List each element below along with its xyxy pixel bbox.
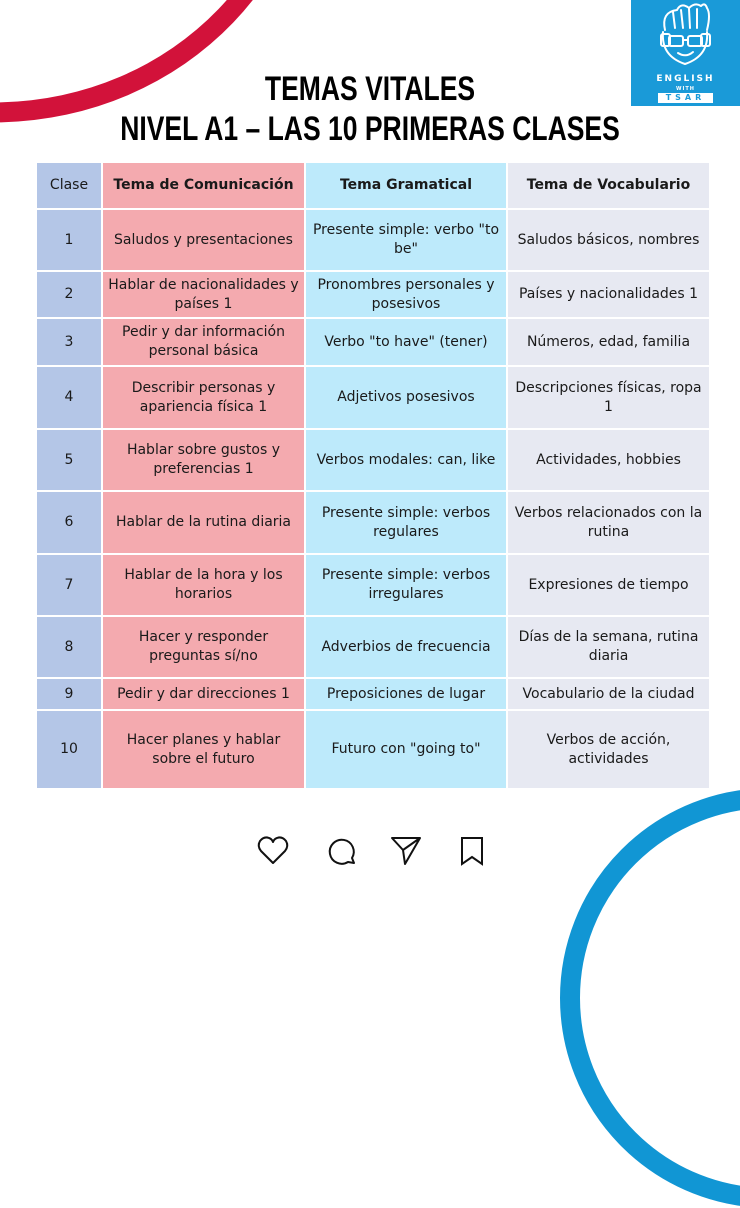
cell-vocabulario: Actividades, hobbies	[508, 430, 709, 490]
heart-icon	[255, 833, 291, 869]
header-vocabulario: Tema de Vocabulario	[508, 163, 709, 208]
cell-clase: 4	[37, 367, 101, 428]
cell-clase: 5	[37, 430, 101, 490]
cartoon-boy-glasses-icon	[631, 0, 740, 74]
post-action-bar	[0, 833, 740, 869]
header-comunicacion: Tema de Comunicación	[103, 163, 304, 208]
logo-tsar-text: TSAR	[658, 93, 713, 103]
table-row	[37, 210, 709, 270]
lesson-topics-table	[35, 161, 711, 790]
table-row	[37, 679, 709, 709]
cell-gramatical: Pronombres personales y posesivos	[306, 272, 506, 317]
table-row	[37, 430, 709, 490]
logo-with-text: WITH	[676, 86, 695, 92]
cell-comunicacion: Pedir y dar direcciones 1	[103, 679, 304, 709]
cell-comunicacion: Hablar sobre gustos y preferencias 1	[103, 430, 304, 490]
bookmark-icon	[454, 833, 490, 869]
table-row	[37, 492, 709, 553]
cell-comunicacion: Hablar de la hora y los horarios	[103, 555, 304, 615]
title-line-1: TEMAS VITALES	[264, 70, 476, 108]
cell-gramatical: Presente simple: verbos irregulares	[306, 555, 506, 615]
cell-comunicacion: Describir personas y apariencia física 1	[103, 367, 304, 428]
speech-bubble-icon	[324, 833, 360, 869]
table-row	[37, 319, 709, 365]
cell-clase: 8	[37, 617, 101, 677]
table-row	[37, 617, 709, 677]
cell-gramatical: Presente simple: verbos regulares	[306, 492, 506, 553]
cell-comunicacion: Hablar de nacionalidades y países 1	[103, 272, 304, 317]
cell-clase: 7	[37, 555, 101, 615]
header-clase: Clase	[37, 163, 101, 208]
cell-gramatical: Preposiciones de lugar	[306, 679, 506, 709]
header-gramatical: Tema Gramatical	[306, 163, 506, 208]
cell-comunicacion: Hacer y responder preguntas sí/no	[103, 617, 304, 677]
cell-clase: 1	[37, 210, 101, 270]
cell-gramatical: Verbo "to have" (tener)	[306, 319, 506, 365]
cell-vocabulario: Verbos relacionados con la rutina	[508, 492, 709, 553]
save-button[interactable]	[454, 833, 490, 869]
table-row	[37, 555, 709, 615]
share-button[interactable]	[388, 833, 424, 869]
cell-gramatical: Adjetivos posesivos	[306, 367, 506, 428]
cell-comunicacion: Saludos y presentaciones	[103, 210, 304, 270]
cell-comunicacion: Hablar de la rutina diaria	[103, 492, 304, 553]
cell-comunicacion: Hacer planes y hablar sobre el futuro	[103, 711, 304, 788]
cell-gramatical: Verbos modales: can, like	[306, 430, 506, 490]
cell-gramatical: Futuro con "going to"	[306, 711, 506, 788]
cell-vocabulario: Expresiones de tiempo	[508, 555, 709, 615]
cell-gramatical: Adverbios de frecuencia	[306, 617, 506, 677]
table-row	[37, 711, 709, 788]
table-row	[37, 272, 709, 317]
cell-clase: 9	[37, 679, 101, 709]
paper-plane-icon	[388, 833, 424, 869]
like-button[interactable]	[255, 833, 291, 869]
comment-button[interactable]	[324, 833, 360, 869]
title-line-2: NIVEL A1 – LAS 10 PRIMERAS CLASES	[120, 110, 620, 148]
table-header-row	[37, 163, 709, 208]
cell-comunicacion: Pedir y dar información personal básica	[103, 319, 304, 365]
cell-clase: 3	[37, 319, 101, 365]
cell-clase: 2	[37, 272, 101, 317]
cell-vocabulario: Países y nacionalidades 1	[508, 272, 709, 317]
cell-vocabulario: Saludos básicos, nombres	[508, 210, 709, 270]
cell-clase: 6	[37, 492, 101, 553]
cell-vocabulario: Verbos de acción, actividades	[508, 711, 709, 788]
cell-vocabulario: Números, edad, familia	[508, 319, 709, 365]
cell-clase: 10	[37, 711, 101, 788]
logo-english-text: ENGLISH	[656, 74, 715, 84]
cell-vocabulario: Vocabulario de la ciudad	[508, 679, 709, 709]
cell-vocabulario: Descripciones físicas, ropa 1	[508, 367, 709, 428]
cell-vocabulario: Días de la semana, rutina diaria	[508, 617, 709, 677]
cell-gramatical: Presente simple: verbo "to be"	[306, 210, 506, 270]
table-row	[37, 367, 709, 428]
